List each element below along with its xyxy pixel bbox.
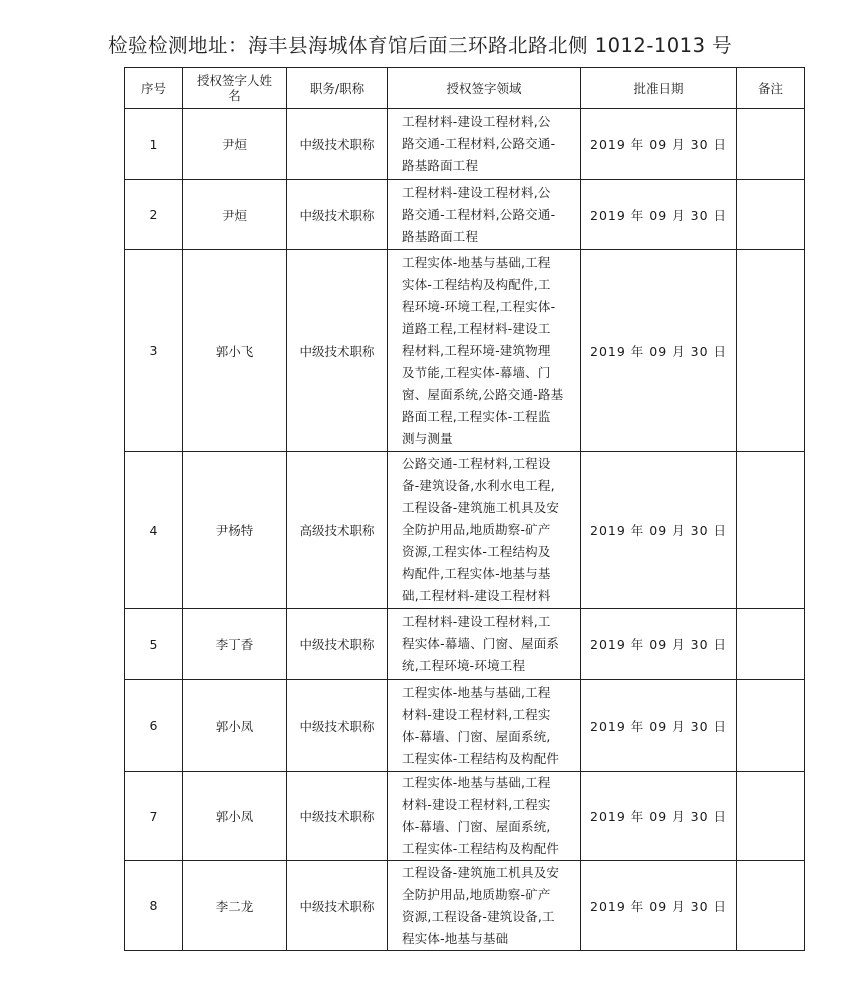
- domain-line: 全防护用品,地质勘察-矿产: [402, 886, 551, 902]
- cell-position: 中级技术职称: [287, 861, 388, 951]
- cell-name: 李二龙: [183, 861, 287, 951]
- cell-date: 2019 年 09 月 30 日: [581, 109, 737, 180]
- domain-line: 公路交通-工程材料,工程设: [402, 456, 551, 471]
- header-name-line2: 名: [228, 88, 241, 103]
- domain-line: 工程设备-建筑施工机具及安: [402, 864, 560, 880]
- cell-position: 高级技术职称: [287, 452, 388, 609]
- table-row: [125, 680, 805, 772]
- domain-line: 程环境-环境工程,工程实体-: [402, 298, 556, 314]
- cell-domain: [388, 180, 581, 250]
- domain-line: 路基路面工程: [402, 228, 479, 244]
- table-row: [125, 609, 805, 680]
- cell-date: 2019 年 09 月 30 日: [581, 180, 737, 250]
- domain-line: 工程材料-建设工程材料,工: [402, 614, 551, 629]
- domain-line: 材料-建设工程材料,工程实: [402, 706, 551, 722]
- cell-name: 郭小凤: [183, 772, 287, 861]
- table-header-row: [125, 68, 805, 109]
- domain-line: 工程实体-工程结构及构配件: [402, 841, 560, 856]
- cell-seq: 5: [125, 609, 183, 680]
- domain-line: 工程材料-建设工程材料,公: [402, 184, 551, 200]
- cell-position: 中级技术职称: [287, 250, 388, 452]
- cell-domain: [388, 452, 581, 609]
- header-position: 职务/职称: [287, 68, 388, 109]
- cell-domain: [388, 250, 581, 452]
- cell-seq: 6: [125, 680, 183, 772]
- header-seq: 序号: [125, 68, 183, 109]
- cell-name: 郭小凤: [183, 680, 287, 772]
- cell-name: 尹杨特: [183, 452, 287, 609]
- domain-line: 体-幕墙、门窗、屋面系统,: [402, 728, 551, 744]
- cell-date: 2019 年 09 月 30 日: [581, 609, 737, 680]
- cell-seq: 8: [125, 861, 183, 951]
- domain-line: 工程实体-地基与基础,工程: [402, 684, 551, 700]
- domain-line: 道路工程,工程材料-建设工: [402, 320, 551, 336]
- domain-line: 全防护用品,地质勘察-矿产: [402, 522, 551, 537]
- cell-seq: 1: [125, 109, 183, 180]
- cell-date: 2019 年 09 月 30 日: [581, 861, 737, 951]
- cell-domain: [388, 609, 581, 680]
- domain-line: 工程实体-地基与基础,工程: [402, 775, 551, 790]
- domain-line: 窗、屋面系统,公路交通-路基: [402, 386, 564, 402]
- cell-date: 2019 年 09 月 30 日: [581, 680, 737, 772]
- domain-line: 资源,工程设备-建筑设备,工: [402, 908, 555, 924]
- cell-domain: [388, 680, 581, 772]
- table-row: [125, 180, 805, 250]
- cell-note: [737, 861, 805, 951]
- domain-line: 路面工程,工程实体-工程监: [402, 408, 551, 424]
- domain-line: 路交通-工程材料,公路交通-: [402, 136, 556, 151]
- cell-position: 中级技术职称: [287, 609, 388, 680]
- domain-line: 工程实体-工程结构及构配件: [402, 750, 560, 766]
- domain-line: 工程材料-建设工程材料,公: [402, 114, 551, 129]
- cell-seq: 7: [125, 772, 183, 861]
- cell-date: 2019 年 09 月 30 日: [581, 250, 737, 452]
- signatory-table: [124, 67, 805, 951]
- domain-line: 统,工程环境-环境工程: [402, 658, 526, 673]
- domain-line: 路基路面工程: [402, 158, 479, 173]
- cell-date: 2019 年 09 月 30 日: [581, 772, 737, 861]
- domain-line: 工程实体-地基与基础,工程: [402, 254, 551, 270]
- cell-name: 李丁香: [183, 609, 287, 680]
- domain-line: 材料-建设工程材料,工程实: [402, 797, 551, 812]
- cell-seq: 3: [125, 250, 183, 452]
- domain-line: 及节能,工程实体-幕墙、门: [402, 364, 551, 380]
- cell-seq: 2: [125, 180, 183, 250]
- domain-line: 础,工程材料-建设工程材料: [402, 588, 551, 603]
- header-note: 备注: [737, 68, 805, 109]
- cell-name: 尹烜: [183, 109, 287, 180]
- cell-name: 尹烜: [183, 180, 287, 250]
- cell-note: [737, 609, 805, 680]
- cell-note: [737, 680, 805, 772]
- cell-seq: 4: [125, 452, 183, 609]
- domain-line: 体-幕墙、门窗、屋面系统,: [402, 819, 551, 834]
- domain-line: 实体-工程结构及构配件,工: [402, 276, 551, 292]
- domain-line: 路交通-工程材料,公路交通-: [402, 206, 556, 222]
- domain-line: 构配件,工程实体-地基与基: [402, 566, 551, 581]
- cell-name: 郭小飞: [183, 250, 287, 452]
- domain-line: 程实体-地基与基础: [402, 930, 509, 946]
- table-row: [125, 452, 805, 609]
- cell-note: [737, 452, 805, 609]
- domain-line: 测与测量: [402, 430, 453, 446]
- cell-domain: [388, 861, 581, 951]
- table-row: [125, 109, 805, 180]
- table-row: [125, 772, 805, 861]
- domain-line: 程实体-幕墙、门窗、屋面系: [402, 636, 560, 651]
- cell-position: 中级技术职称: [287, 109, 388, 180]
- header-date: 批准日期: [581, 68, 737, 109]
- header-domain: 授权签字领域: [388, 68, 581, 109]
- cell-position: 中级技术职称: [287, 180, 388, 250]
- cell-domain: [388, 772, 581, 861]
- cell-domain: [388, 109, 581, 180]
- domain-line: 备-建筑设备,水利水电工程,: [402, 478, 555, 493]
- cell-note: [737, 250, 805, 452]
- cell-note: [737, 180, 805, 250]
- table-row: [125, 250, 805, 452]
- header-name-line1: 授权签字人姓: [196, 73, 272, 88]
- cell-position: 中级技术职称: [287, 772, 388, 861]
- cell-date: 2019 年 09 月 30 日: [581, 452, 737, 609]
- header-name: [183, 68, 287, 109]
- cell-note: [737, 772, 805, 861]
- domain-line: 资源,工程实体-工程结构及: [402, 544, 551, 559]
- table-row: [125, 861, 805, 951]
- cell-position: 中级技术职称: [287, 680, 388, 772]
- cell-note: [737, 109, 805, 180]
- page-title: 检验检测地址：海丰县海城体育馆后面三环路北路北侧 1012-1013 号: [108, 34, 733, 57]
- domain-line: 工程设备-建筑施工机具及安: [402, 500, 560, 515]
- domain-line: 程材料,工程环境-建筑物理: [402, 342, 551, 358]
